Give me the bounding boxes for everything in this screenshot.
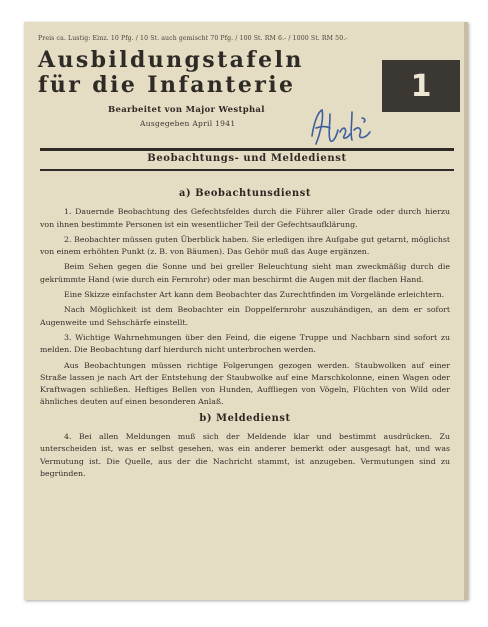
heading-meldedienst: b) Meldedienst bbox=[199, 412, 291, 424]
paragraph: 2. Beobachter müssen guten Überblick haben. Sie erledigen ihre Aufgabe gut getarnt, möglichst von einem erhöhten Punkt (z. B. von Bäumen). Das Gehör muß das Auge ergänzen. bbox=[40, 234, 450, 257]
bottom-rule bbox=[40, 169, 454, 171]
title-line-2: für die Infanterie bbox=[38, 72, 296, 98]
document-page bbox=[24, 22, 468, 600]
paragraph: Aus Beobachtungen müssen richtige Folgerungen gezogen werden. Staubwolken auf einer Straße lassen je nach Art der Entstehung der Staubwolke auf eine Marschkolonne, einen Wagen oder Kraftwagen schließen. Heftiges Bellen von Hunden, Auffliegen von Vögeln, Flüchten von Wild oder ähnliches deuten auf einen besonderen Anlaß. bbox=[40, 360, 450, 407]
heading-beobachtungsdienst: a) Beobachtunsdienst bbox=[179, 188, 311, 199]
document-title bbox=[38, 48, 398, 98]
price-line: Preis ca. Lustig: Einz. 10 Pfg. / 10 St. auch gemischt 70 Pfg. / 100 St. RM 6.- / 1000 St. RM 50.- bbox=[38, 35, 348, 42]
paragraph: Eine Skizze einfachster Art kann dem Beobachter das Zurechtfinden im Vorgelände erleichtern. bbox=[64, 290, 445, 300]
issued-date: Ausgegeben April 1941 bbox=[140, 119, 236, 128]
paragraph: 1. Dauernde Beobachtung des Gefechtsfeldes durch die Führer aller Grade oder durch hierzu von ihnen bestimmte Personen ist ein wesentlicher Teil der Gefechtsaufklärung. bbox=[40, 207, 450, 229]
author-line: Bearbeitet von Major Westphal bbox=[108, 105, 265, 115]
page-edge bbox=[464, 22, 468, 600]
title-line-1: Ausbildungstafeln bbox=[38, 47, 304, 73]
section-title: Beobachtungs- und Meldedienst bbox=[147, 153, 347, 164]
sheet-number: 1 bbox=[410, 68, 432, 104]
top-rule bbox=[40, 148, 454, 151]
handwritten-signature bbox=[304, 104, 384, 154]
paragraph: Nach Möglichkeit ist dem Beobachter ein Doppelfernrohr auszuhändigen, an dem er sofort Augenweite und Sehschärfe einstellt. bbox=[40, 305, 450, 327]
paragraph: Beim Sehen gegen die Sonne und bei greller Beleuchtung sieht man zweckmäßig durch die gekrümmte Hand (wie durch ein Fernrohr) oder man beschirmt die Augen mit der flachen Hand. bbox=[40, 262, 450, 284]
paragraph: 4. Bei allen Meldungen muß sich der Meldende klar und bestimmt ausdrücken. Zu unterscheiden ist, was er selbst gesehen, was ein anderer bemerkt oder ausgesagt hat, und was Vermutung ist. Die Quelle, aus der die Nachricht stammt, ist anzugeben. Vermutungen sind zu begründen. bbox=[40, 432, 450, 478]
sheet-number-badge bbox=[382, 60, 460, 112]
paragraph: 3. Wichtige Wahrnehmungen über den Feind, die eigene Truppe und Nachbarn sind sofort zu melden. Die Beobachtung darf hierdurch nicht unterbrochen werden. bbox=[40, 332, 450, 355]
document-body bbox=[40, 184, 450, 483]
